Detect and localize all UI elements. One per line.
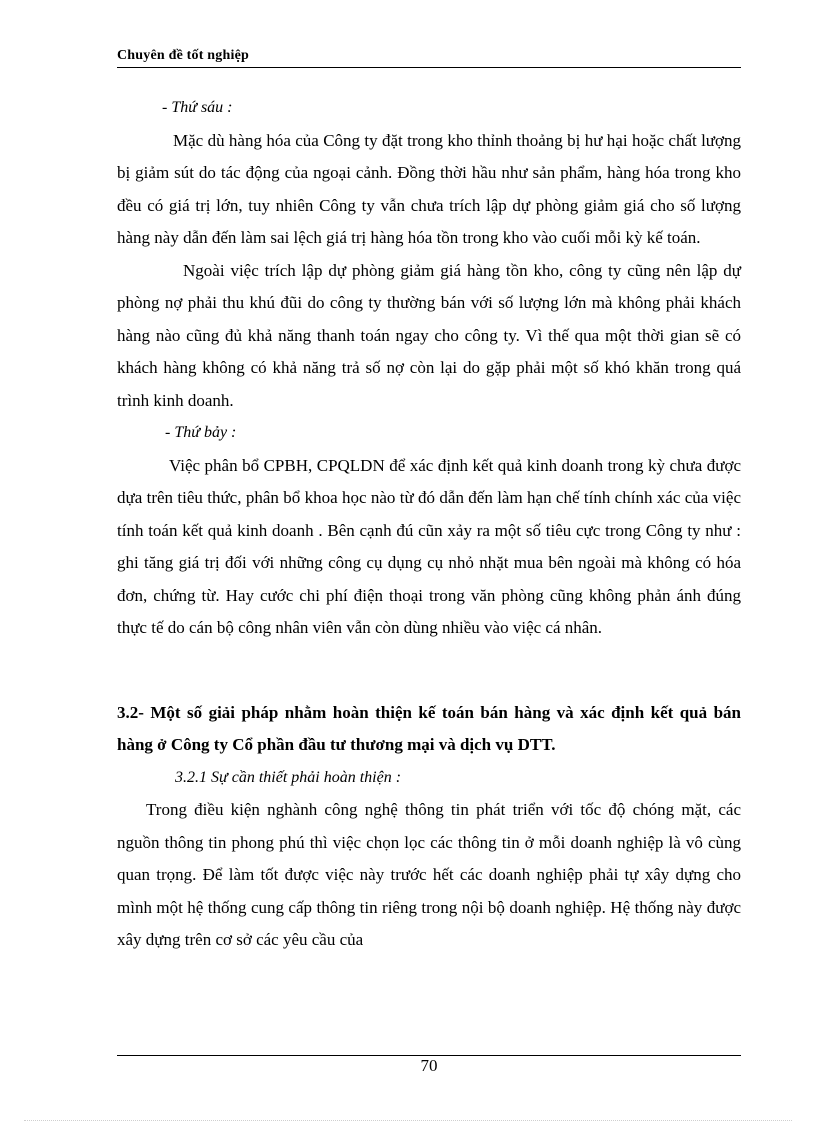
paragraph-3: Việc phân bổ CPBH, CPQLDN để xác định kết quả kinh doanh trong kỳ chưa được dựa trên tiêu thức, phân bổ khoa học nào từ đó dẫn đến làm hạn chế tính chính xác của việc tính toán kết quả kinh doanh . Bên cạnh đú cũn xảy ra một số tiêu cực trong Công ty như : ghi tăng giá trị đối với những công cụ dụng cụ nhỏ nhặt mua bên ngoài mà không có hóa đơn, chứng từ. Hay cước chi phí điện thoại trong văn phòng cũng không phản ánh đúng thực tế do cán bộ công nhân viên vẫn còn dùng nhiều vào việc cá nhân. xyxy=(117,455,741,637)
section-heading-3-2: 3.2- Một số giải pháp nhằm hoàn thiện kế toán bán hàng và xác định kết quả bán hàng ở Công ty Cổ phần đầu tư thương mại và dịch vụ DTT. xyxy=(117,702,741,754)
section-spacer xyxy=(117,645,741,697)
page-content xyxy=(117,92,741,957)
paragraph-2: Ngoài việc trích lập dự phòng giảm giá hàng tồn kho, công ty cũng nên lập dự phòng nợ phải thu khú đũi do công ty thường bán với số lượng lớn mà không phải khách hàng nào cũng đủ khả năng thanh toán ngay cho công ty. Vì thế qua một thời gian sẽ có khách hàng không có khả năng trả số nợ còn lại do gặp phải một số khó khăn trong quá trình kinh doanh. xyxy=(117,260,741,410)
subheading-3-2-1: 3.2.1 Sự cần thiết phải hoàn thiện : xyxy=(175,768,402,786)
paragraph-1: Mặc dù hàng hóa của Công ty đặt trong kho thỉnh thoảng bị hư hại hoặc chất lượng bị giảm sút do tác động của ngoại cảnh. Đồng thời hầu như sản phẩm, hàng hóa trong kho đều có giá trị lớn, tuy nhiên Công ty vẫn chưa trích lập dự phòng giảm giá cho số lượng hàng này dẫn đến làm sai lệch giá trị hàng hóa tồn trong kho vào cuối mỗi kỳ kế toán. xyxy=(117,130,741,247)
subheading-thu-bay: - Thứ bảy : xyxy=(165,424,237,441)
paragraph-4: Trong điều kiện nghành công nghệ thông tin phát triển với tốc độ chóng mặt, các nguồn thông tin phong phú thì việc chọn lọc các thông tin ở mỗi doanh nghiệp là vô cùng quan trọng. Để làm tốt được việc này trước hết các doanh nghiệp phải tự xây dựng cho mình một hệ thống cung cấp thông tin riêng trong nội bộ doanh nghiệp. Hệ thống này được xây dựng trên cơ sở các yêu cầu của xyxy=(117,800,741,949)
page-bottom-border xyxy=(24,1120,792,1121)
subheading-thu-sau: - Thứ sáu : xyxy=(162,99,233,116)
page-number: 70 xyxy=(420,1056,438,1075)
running-header: Chuyên đề tốt nghiệp xyxy=(117,48,249,63)
header-divider xyxy=(117,67,741,68)
